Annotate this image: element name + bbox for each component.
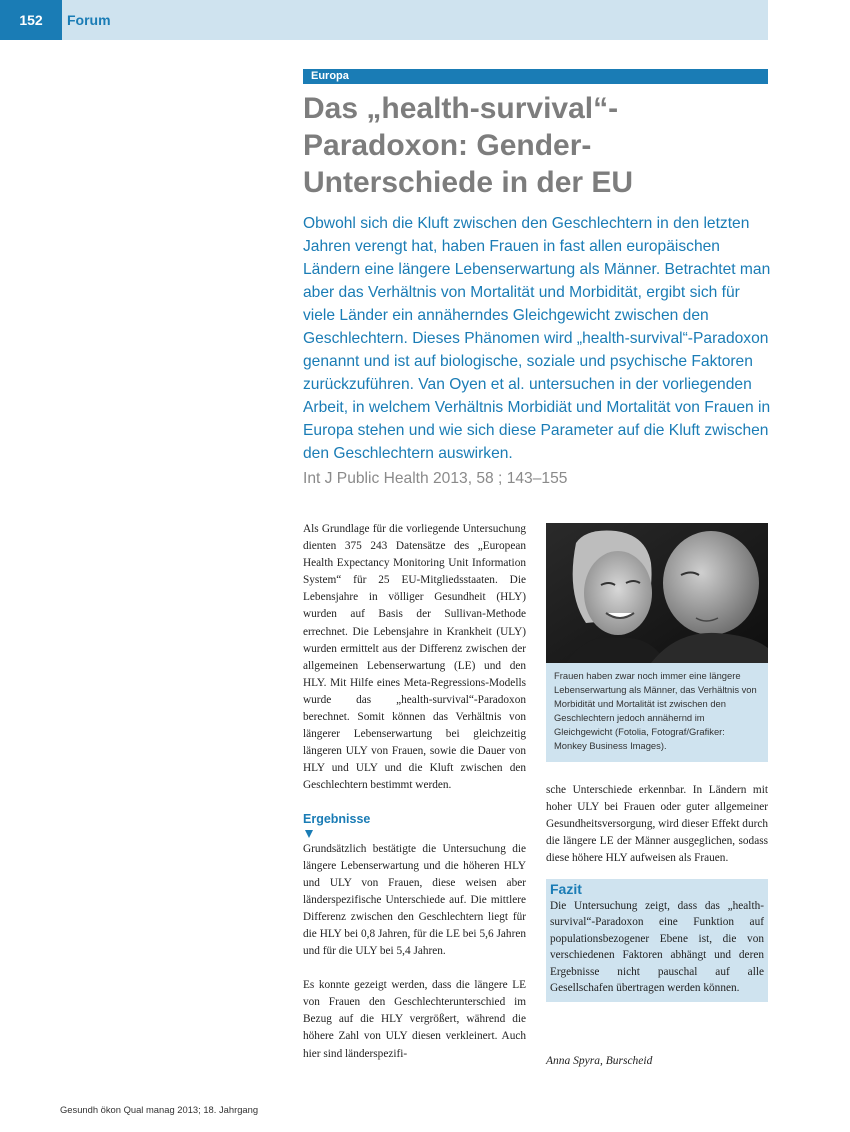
right-column [546, 523, 768, 1002]
intro-paragraph: Als Grundlage für die vorliegende Untersuchung dienten 375 243 Datensätze des „European Health Expectancy Monitoring Unit Information System“ für 25 EU-Mitgliedsstaaten. Die Lebensjahre in völliger Gesundheit (HLY) wurden auf Basis der Sullivan-Methode errechnet. Die Lebensjahre in Krankheit (ULY) wurden ermittelt aus der Differenz zwischen der allgemeinen Lebenserwartung (LE) und den HLY. Mit Hilfe eines Meta-Regressions-Modells wurde das „health-survival“-Paradoxon berechnet. Somit können das Verhältnis von längerer Lebenserwartung bei gleichzeitig längeren ULY von Frauen, sowie die Dauer von HLY und ULY und die Kluft zwischen den Geschlechtern bestimmt werden. [303, 523, 526, 792]
article-citation: Int J Public Health 2013, 58 ; 143–155 [303, 470, 568, 487]
author-byline: Anna Spyra, Burscheid [546, 1055, 653, 1067]
footer-journal: Gesundh ökon Qual manag 2013; 18. Jahrgang [60, 1104, 259, 1115]
kicker-label: Europa [303, 69, 768, 84]
section-label: Forum [67, 12, 111, 28]
article-title: Das „health-survival“-Paradoxon: Gender-Unterschiede in der EU [303, 92, 634, 199]
results-paragraph-2: Es konnte gezeigt werden, dass die längere LE von Frauen den Geschlechterunterschied im Bezug auf die HLY vergrößert, während die höhere Zahl von ULY diesen verkleinert. Auch hier sind länderspezifi- [303, 979, 526, 1060]
article-lead: Obwohl sich die Kluft zwischen den Geschlechtern in den letzten Jahren verengt hat, haben Frauen in fast allen europäischen Ländern eine längere Lebenserwartung als Männer. Betrachtet man aber das Verhältnis von Mortalität und Morbidität, ergibt sich für viele Länder ein annäherndes Gleichgewicht zwischen den Geschlechtern. Dieses Phänomen wird „health-survival“-Paradoxon genannt und ist auf biologische, soziale und psychische Faktoren zurückzuführen. Van Oyen et al. untersuchen in der vorliegenden Arbeit, in welchem Verhältnis Morbidiät und Mortalität von Frauen in Europa stehen und wie sich diese Parameter auf die Kluft zwischen den Geschlechtern auswirken. [303, 215, 771, 462]
results-paragraph-1: Grundsätzlich bestätigte die Untersuchung die längere Lebenserwartung und die höheren HLY und ULY von Frauen, diese weisen aber länderspezifische Unterschiede auf. Die mittlere Differenz zwischen den Geschlechtern liegt für die HLY bei 0,8 Jahren, für die LE bei 5,6 Jahren und für die ULY bei 5,4 Jahren. [303, 842, 526, 958]
continued-paragraph: sche Unterschiede erkennbar. In Ländern mit hoher ULY bei Frauen oder guter allgemeiner Gesundheitsversorgung, wird dieser Effekt durch die längere LE der Männer ausgeglichen, sodass diese höhere HLY aufweisen als Frauen. [546, 783, 769, 864]
photo-caption: Frauen haben zwar noch immer eine längere Lebenserwartung als Männer, das Verhältnis von Morbidität und Mortalität ist zwischen den Geschlechtern jedoch annähernd im Gleichgewicht (Fotolia, Fotograf/Grafiker: Monkey Business Images). [546, 663, 768, 762]
results-heading: Ergebnisse [303, 811, 371, 826]
couple-photo [546, 523, 768, 663]
fazit-box [546, 879, 768, 1002]
fazit-title: Fazit [550, 881, 582, 898]
left-column [303, 521, 526, 1063]
triangle-down-icon [305, 830, 313, 838]
fazit-text: Die Untersuchung zeigt, dass das „health-survival“-Paradoxon eine Funktion auf populationsbezogener Ebene ist, die von verschiedenen Faktoren abhängt und deren Ergebnisse nicht pauschal auf alle Gesellschafen übertragen werden können. [550, 900, 764, 995]
page-number: 152 [0, 0, 62, 40]
header-bar [0, 0, 768, 40]
